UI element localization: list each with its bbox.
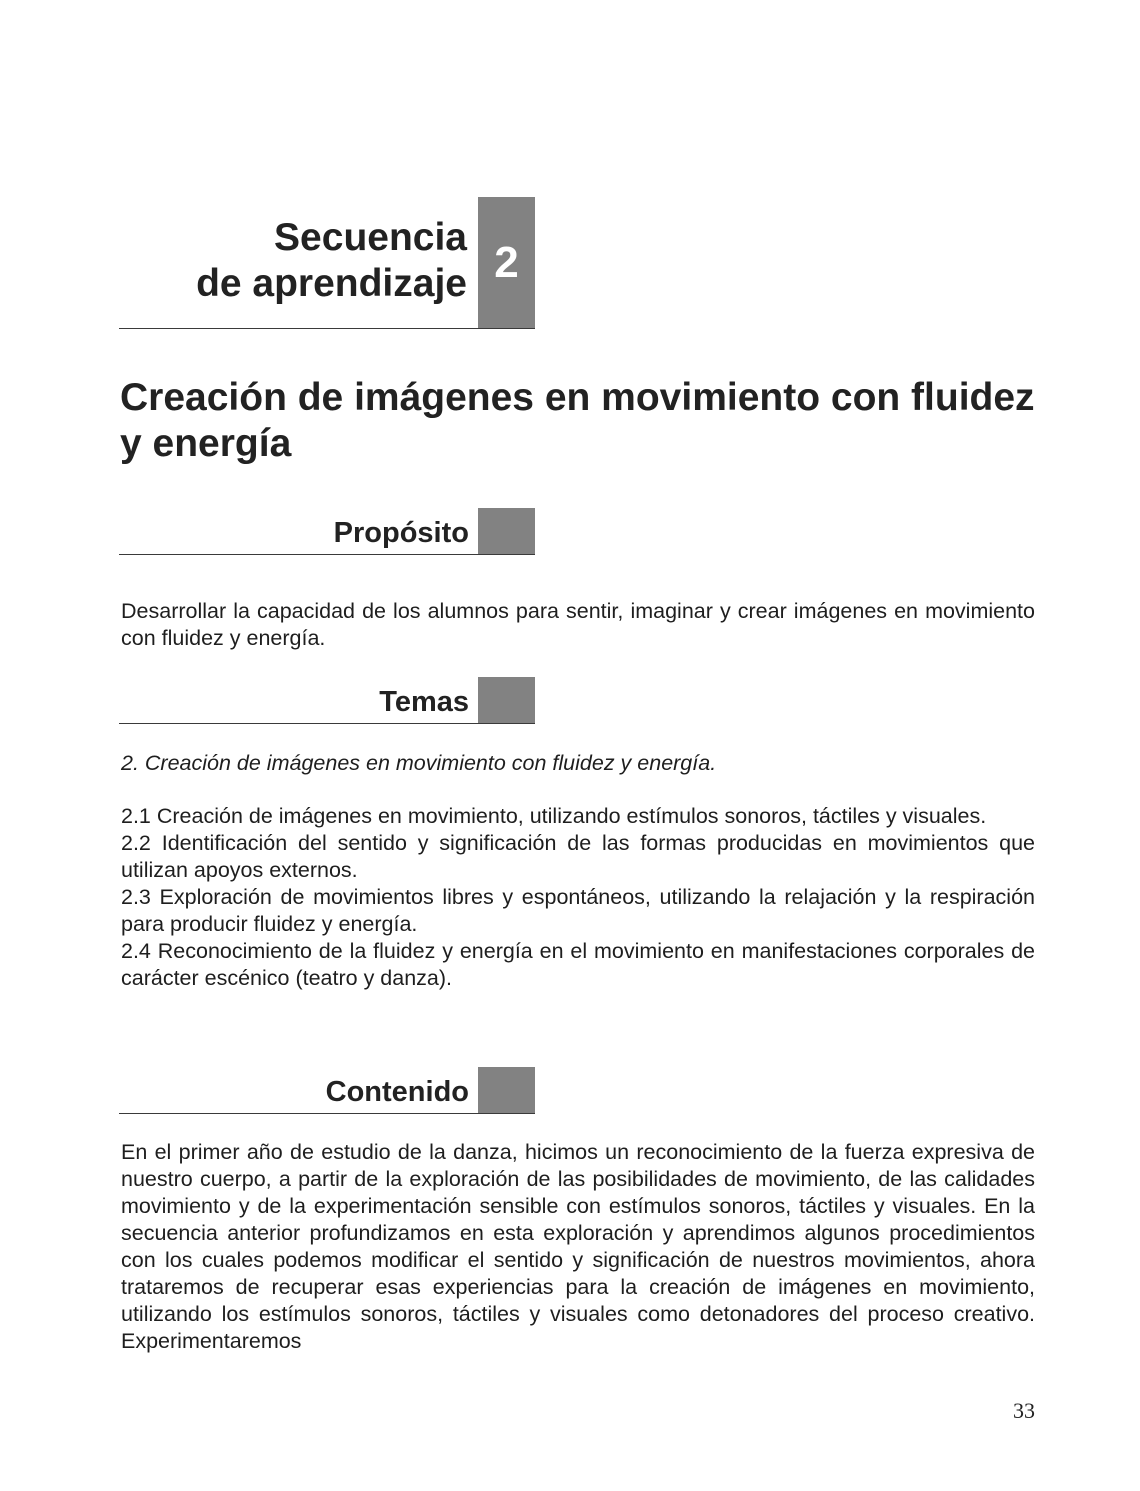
main-title: Creación de imágenes en movimiento con fluidez y energía — [120, 376, 1035, 465]
page-number: 33 — [1013, 1398, 1035, 1423]
temas-list-item: 2.2 Identificación del sentido y significación de las formas producidas en movimientos que utilizan apoyos externos. — [121, 831, 1035, 882]
section-header-proposito — [119, 508, 535, 555]
sequence-title-line2: de aprendizaje — [196, 262, 467, 305]
proposito-paragraph: Desarrollar la capacidad de los alumnos para sentir, imaginar y crear imágenes en movimiento con fluidez y energía. — [121, 599, 1035, 650]
sequence-number-box — [478, 197, 535, 328]
section-marker-box — [478, 677, 535, 723]
section-marker-box — [478, 1067, 535, 1113]
sequence-title — [196, 215, 467, 307]
sequence-number: 2 — [494, 237, 519, 287]
temas-main-item: 2. Creación de imágenes en movimiento con fluidez y energía. — [121, 751, 717, 775]
temas-list — [121, 803, 1035, 992]
section-header-temas — [119, 677, 535, 724]
sequence-header — [119, 197, 535, 329]
temas-list-item: 2.4 Reconocimiento de la fluidez y energía en el movimiento en manifestaciones corporales de carácter escénico (teatro y danza). — [121, 939, 1035, 990]
section-title-contenido: Contenido — [325, 1076, 469, 1108]
temas-list-item: 2.3 Exploración de movimientos libres y espontáneos, utilizando la relajación y la respiración para producir fluidez y energía. — [121, 885, 1035, 936]
temas-list-item: 2.1 Creación de imágenes en movimiento, utilizando estímulos sonoros, táctiles y visuales. — [121, 804, 987, 828]
contenido-paragraph: En el primer año de estudio de la danza, hicimos un reconocimiento de la fuerza expresiva de nuestro cuerpo, a partir de la exploración de las posibilidades de movimiento, de las calidades movimiento y de la experimentación sensible con estímulos sonoros, táctiles y visuales. En la secuencia anterior profundizamos en esta exploración y aprendimos algunos procedimientos con los cuales podemos modificar el sentido y significación de nuestros movimientos, ahora trataremos de recuperar esas experiencias para la creación de imágenes en movimiento, utilizando los estímulos sonoros, táctiles y visuales como detonadores del proceso creativo. Experimentaremos — [121, 1140, 1035, 1353]
section-header-contenido — [119, 1067, 535, 1114]
section-marker-box — [478, 508, 535, 554]
section-title-temas: Temas — [379, 686, 469, 718]
sequence-title-line1: Secuencia — [274, 216, 467, 259]
section-title-proposito: Propósito — [333, 517, 469, 549]
